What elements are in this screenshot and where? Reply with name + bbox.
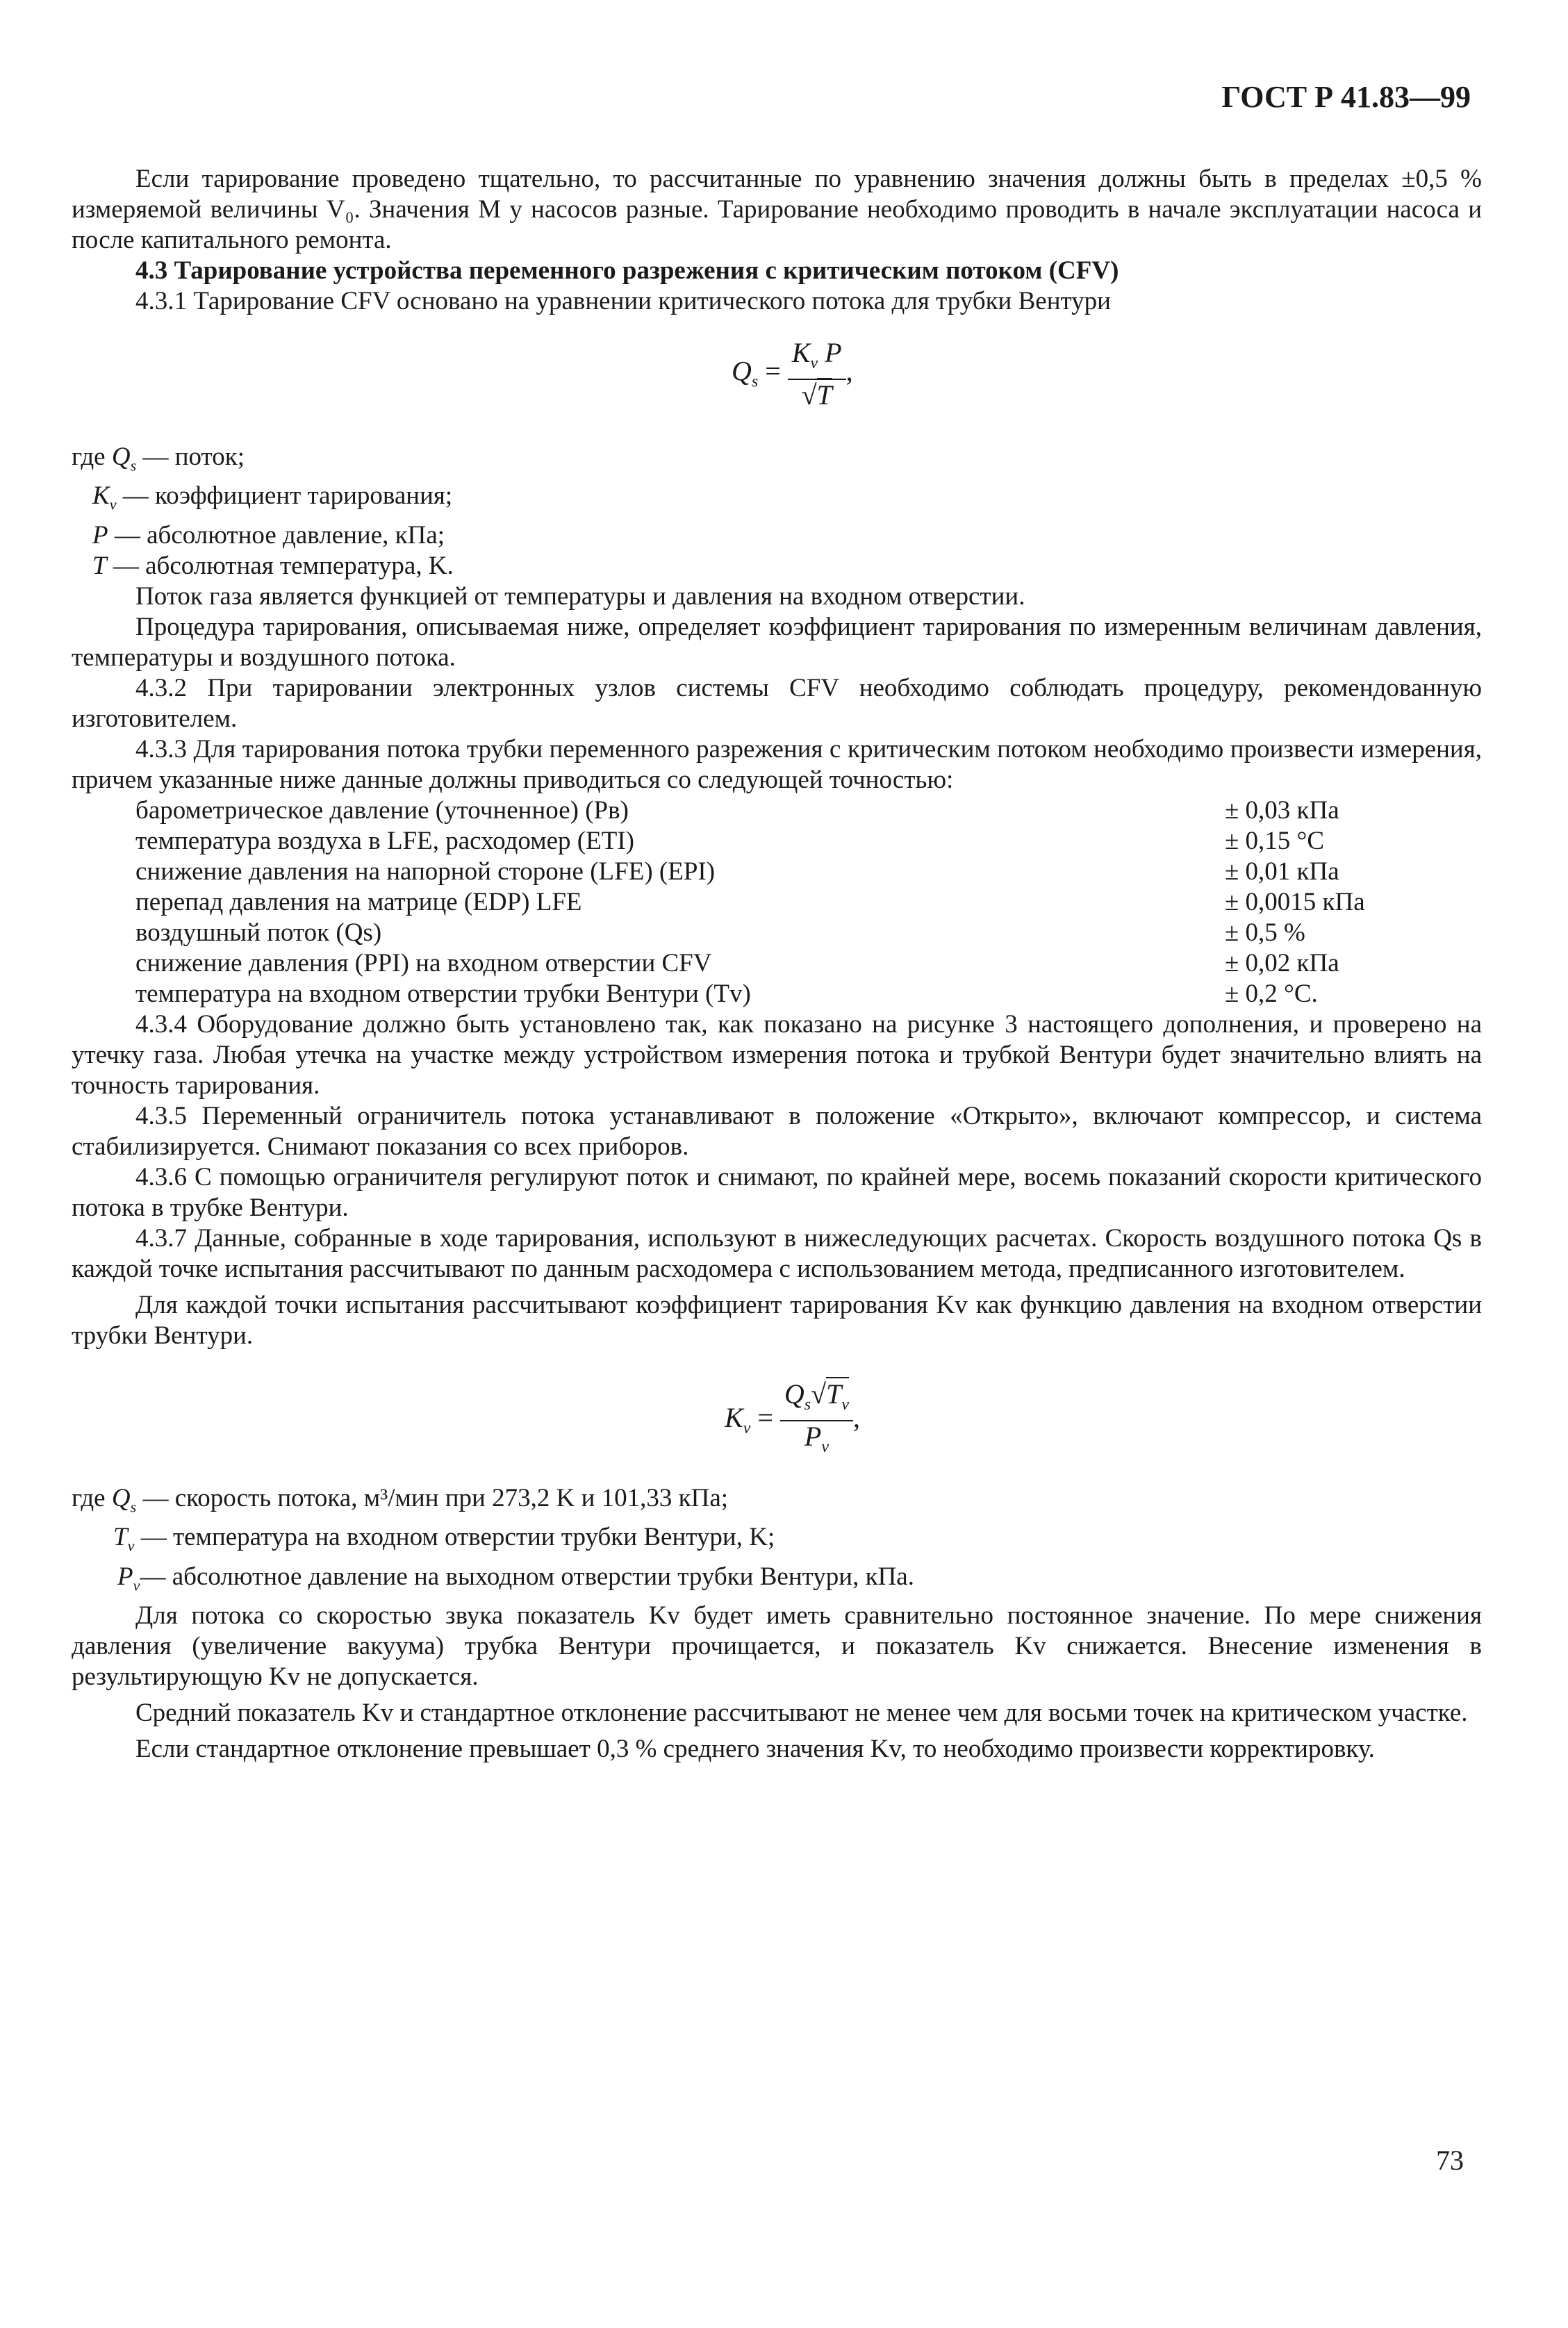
formula2-fraction: $\frac{Q_s√T_v}{P_v}$ [780,1379,853,1462]
paragraph-procedure: Процедура тарирования, описываемая ниже, определяет коэффициент тарирования по измеренным величинам давления, температуры и воздушного потока. [72,612,1482,672]
paragraph-4-3-1: 4.3.1 Тарирование CFV основано на уравнении критического потока для трубки Вентури [135,287,1111,315]
definitions-formula2 [72,1483,1482,1601]
formula-critical-flow: $Q_s$ = $\frac{K_v P}{√T}$ , [732,337,853,411]
paragraph-each-point: Для каждой точки испытания рассчитывают коэффициент тарирования Kv как функцию давления на входном отверстии трубки Вентури. [72,1290,1482,1350]
formula1-num-p: P [825,337,842,368]
formula2-num-root-sub: v [841,1395,849,1414]
paragraph-4-3-7: 4.3.7 Данные, собранные в ходе тарирования, используют в нижеследующих расчетах. Скорость воздушного потока Qs в каждой точке испытания рассчитывают по данным расходомера с использованием метода, предписанного изготовителем. [72,1223,1482,1283]
paragraph-4-3-6: 4.3.6 С помощью ограничителя регулируют поток и снимают, по крайней мере, восемь показаний скорости критического потока в трубке Вентури. [72,1162,1482,1222]
section-heading-4-3: 4.3 Тарирование устройства переменного разрежения с критическим потоком (CFV) [135,256,1119,285]
definition-row: где $Q_s$ — скорость потока, м³/мин при 273,2 K и 101,33 кПа; [72,1483,729,1516]
formula1-den: T [816,379,832,411]
formula1-fraction: $\frac{K_v P}{√T}$ [788,338,846,411]
formula2-tail: , [853,1401,860,1433]
definition-row: $T_v$ — температура на входном отверстии трубки Вентури, K; [113,1523,775,1555]
definition-row: $P_v—$ абсолютное давление на выходном отверстии трубки Вентури, кПа. [117,1562,914,1594]
formula1-lhs: Q [732,355,752,387]
table-row: перепад давления на матрице (EDP) LFE ± 0,0015 кПа [135,887,1365,916]
formula1-num-k: K [791,337,811,368]
paragraph-4-3-3: 4.3.3 Для тарирования потока трубки переменного разрежения с критическим потоком необходимо произвести измерения, причем указанные ниже данные должны приводиться со следующей точностью: [72,734,1482,794]
paragraph-4-3-2: 4.3.2 При тарировании электронных узлов системы CFV необходимо соблюдать процедуру, рекомендованную изготовителем. [72,673,1482,733]
paragraph-mean: Средний показатель Kv и стандартное отклонение рассчитывают не менее чем для восьми точек на критическом участке. [135,1698,1468,1727]
standard-header: ГОСТ Р 41.83—99 [1221,80,1471,114]
formula1-num-k-sub: v [810,354,818,372]
formula2-lhs: K [725,1401,743,1433]
table-row: температура на входном отверстии трубки Вентури (Tv) ± 0,2 °C. [135,979,1318,1008]
formula-calibration-coefficient: $K_v$ = $\frac{Q_s√T_v}{P_v}$ , [72,1351,1482,1483]
table-row: снижение давления на напорной стороне (LFE) (EPI) ± 0,01 кПа [135,857,1339,886]
definition-row: $K_v$ — коэффициент тарирования; [92,481,453,513]
formula1-tail: , [845,355,853,387]
formula2-num-q-sub: s [804,1395,811,1414]
definitions-formula1 [72,442,1482,581]
paragraph-calibration-note: Если тарирование проведено тщательно, то рассчитанные по уравнению значения должны быть в пределах ±0,5 % измеряемой величины V₀. Значения M у насосов разные. Тарирование необходимо проводить в начале эксплуатации насоса и после капитального ремонта. [72,165,1482,254]
table-row: снижение давления (PPI) на входном отверстии CFV ± 0,02 кПа [135,948,1339,977]
formula2-num-root: T [826,1378,842,1410]
formula2-num-q: Q [784,1378,804,1410]
accuracy-table [135,795,1365,1009]
table-row: температура воздуха в LFE, расходомер (ETI) ± 0,15 °C [135,826,1325,855]
formula2-lhs-sub: v [743,1419,751,1437]
definition-row: где $Q_s$ — поток; [72,443,245,474]
paragraph-4-3-5: 4.3.5 Переменный ограничитель потока устанавливают в положение «Открыто», включают компрессор, и система стабилизируется. Снимают показания со всех приборов. [72,1101,1482,1161]
document-body [72,164,1482,1765]
paragraph-gas-flow: Поток газа является функцией от температуры и давления на входном отверстии. [135,581,1025,611]
table-row: воздушный поток (Qs) ± 0,5 % [135,918,1305,947]
paragraph-deviation: Если стандартное отклонение превышает 0,3 % среднего значения Kv, то необходимо произвести корректировку. [135,1734,1375,1763]
page-number: 73 [1436,2145,1464,2176]
formula1-lhs-sub: s [751,372,759,391]
table-row: барометрическое давление (уточненное) (Pв) ± 0,03 кПа [135,795,1339,825]
formula2-den-sub: v [821,1437,829,1456]
paragraph-4-3-4: 4.3.4 Оборудование должно быть установлено так, как показано на рисунке 3 настоящего дополнения, и проверено на утечку газа. Любая утечка на участке между устройством измерения потока и трубкой Вентури будет значительно влиять на точность тарирования. [72,1009,1482,1100]
definition-row: T — абсолютная температура, K. [92,551,454,580]
definition-row: P — абсолютное давление, кПа; [92,520,445,550]
paragraph-sound-speed: Для потока со скоростью звука показатель Kv будет иметь сравнительно постоянное значение. По мере снижения давления (увеличение вакуума) трубка Вентури прочищается, и показатель Kv снижается. Внесение изменения в результирующую Kv не допускается. [72,1601,1482,1691]
formula2-den: P [804,1420,822,1452]
